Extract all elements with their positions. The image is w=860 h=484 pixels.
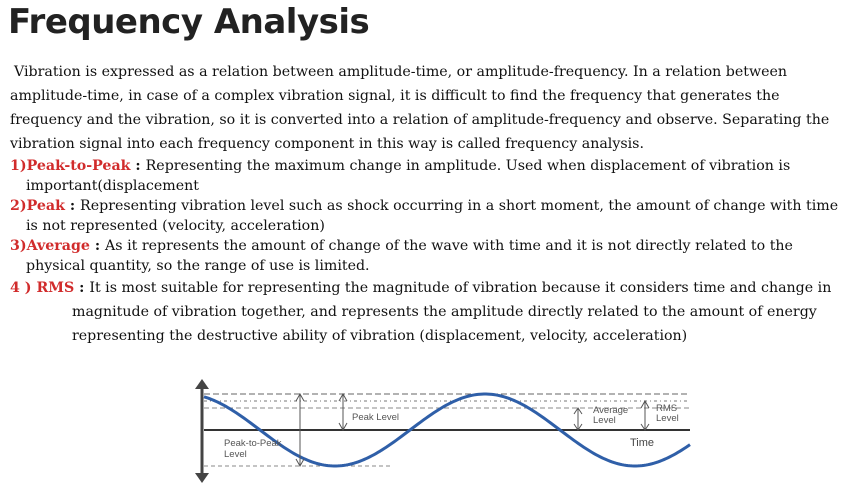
- item-continuation: physical quantity, so the range of use is limited.: [26, 258, 370, 274]
- item-continuation: is not represented (velocity, acceleration): [26, 218, 325, 234]
- list-item-average: [10, 236, 850, 276]
- rms-arrow: [641, 401, 649, 430]
- peak-level-label: Peak Level: [352, 412, 400, 423]
- item-number: 4 ) RMS: [10, 280, 75, 296]
- rms-level-label-line2: Level: [656, 413, 679, 424]
- item-description: Representing the maximum change in amplitude. Used when displacement of vibration is: [145, 158, 791, 174]
- time-label: Time: [630, 437, 655, 449]
- item-separator: :: [64, 198, 81, 214]
- item-number: 3)Average: [10, 238, 90, 254]
- page-title: Frequency Analysis: [8, 2, 370, 42]
- item-description: As it represents the amount of change of the wave with time and it is not directly related to the: [105, 238, 793, 254]
- item-number: 1)Peak-to-Peak: [10, 158, 131, 174]
- rms-level-label: RMS: [656, 403, 678, 414]
- item-description: It is most suitable for representing the magnitude of vibration because it considers time and change in: [89, 280, 832, 296]
- vibration-diagram: [190, 375, 700, 484]
- average-arrow: [574, 408, 582, 430]
- item-continuation: important(displacement: [26, 178, 199, 194]
- peak-to-peak-label: Peak-to-Peak: [224, 438, 282, 449]
- average-level-label-line2: Level: [593, 415, 616, 426]
- item-continuation: magnitude of vibration together, and represents the amplitude directly related to the amount of energy representing the destructive ability of vibration (displacement, velocity, acceleration): [72, 304, 817, 344]
- item-separator: :: [130, 158, 146, 174]
- list-item-rms: [10, 276, 850, 348]
- peak-to-peak-label-line2: Level: [224, 449, 247, 460]
- item-number: 2)Peak: [10, 198, 65, 214]
- list-item-peak-to-peak: [10, 156, 850, 196]
- document-body: [10, 60, 850, 348]
- item-description: Representing vibration level such as shock occurring in a short moment, the amount of change with time: [80, 198, 839, 214]
- list-item-peak: [10, 196, 850, 236]
- average-level-label: Average: [593, 405, 629, 416]
- item-separator: :: [89, 238, 106, 254]
- item-separator: :: [74, 280, 90, 296]
- intro-paragraph: Vibration is expressed as a relation between amplitude-time, or amplitude-frequency. In a relation between amplitude-time, in case of a complex vibration signal, it is difficult to find the frequency that generates the frequency and the vibration, so it is converted into a relation of amplitude-frequency and observe. Separating the vibration signal into each frequency component in this way is called frequency analysis.: [10, 64, 830, 152]
- peak-arrow: [339, 394, 347, 430]
